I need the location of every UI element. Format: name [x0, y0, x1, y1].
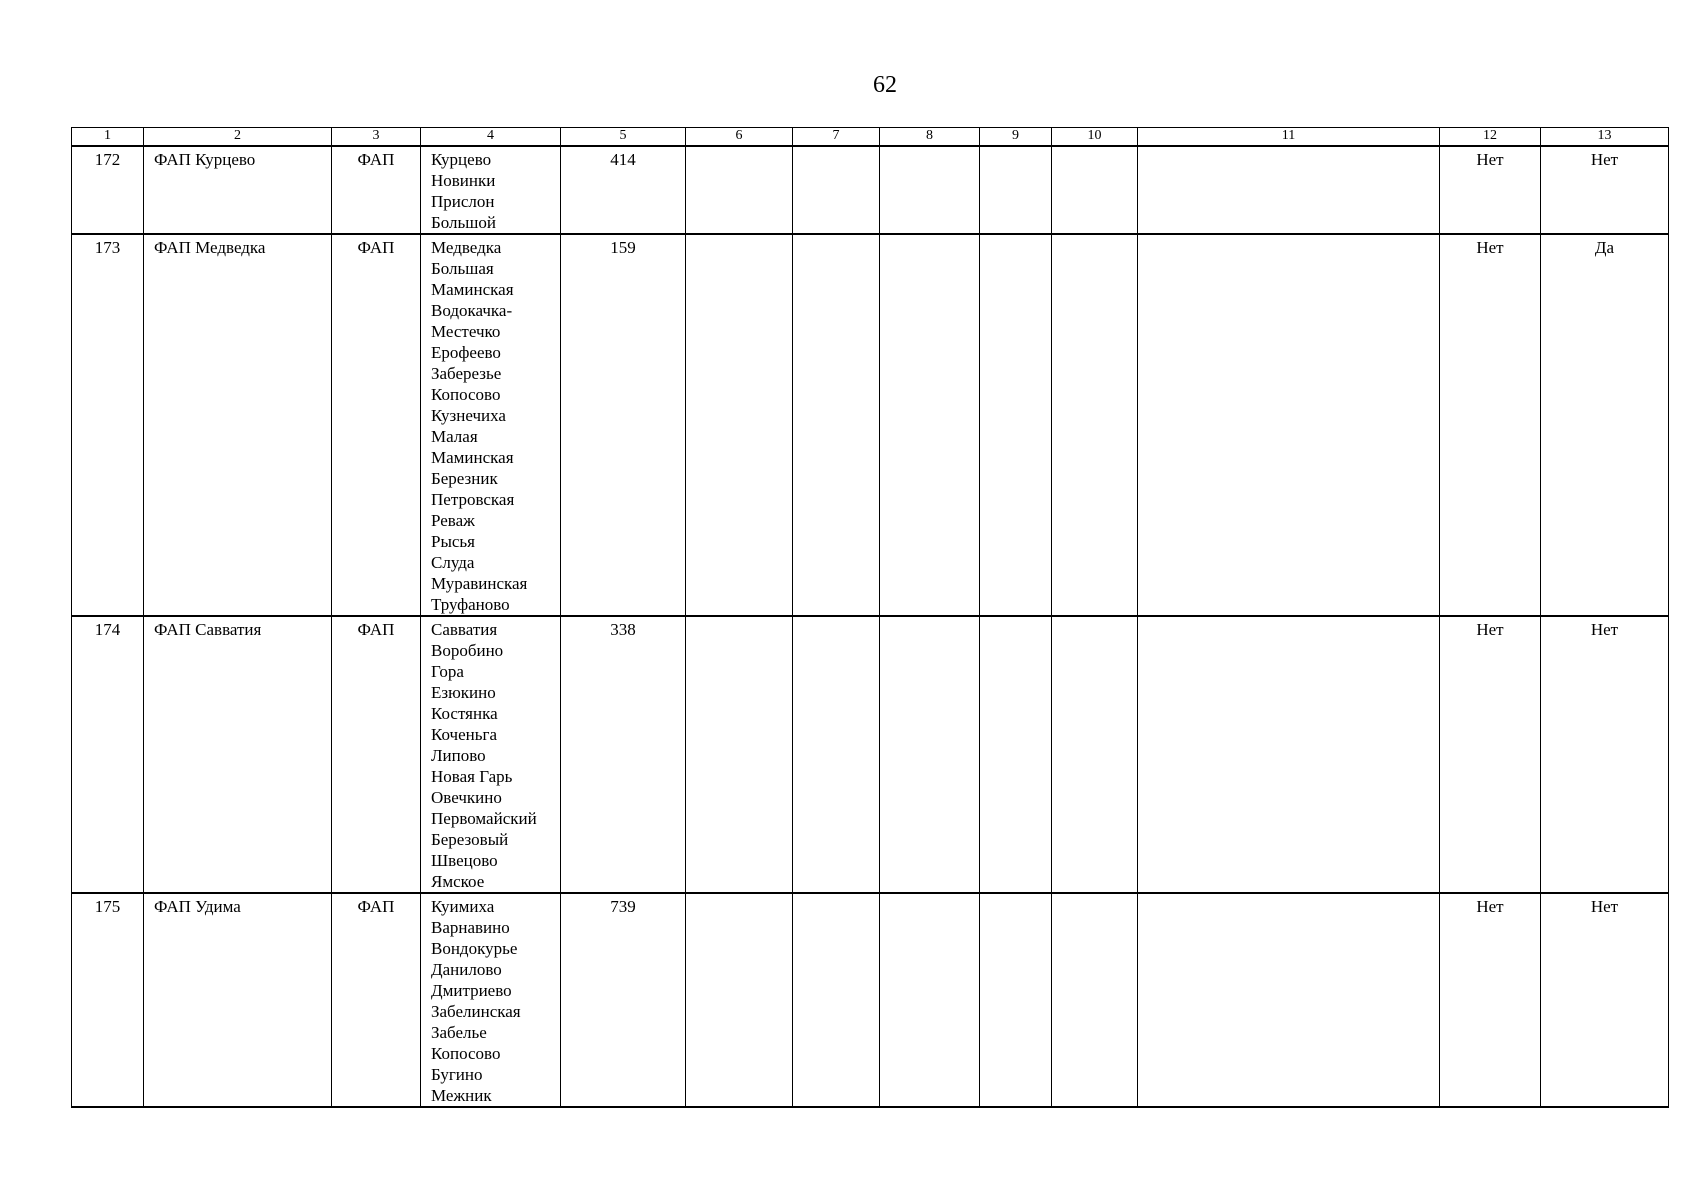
empty-cell-col8 — [880, 146, 980, 234]
column-header: 9 — [980, 128, 1052, 147]
col12-cell: Нет — [1440, 234, 1541, 616]
col12-cell: Нет — [1440, 616, 1541, 893]
settlement-name: Малая — [431, 427, 478, 446]
column-header: 8 — [880, 128, 980, 147]
empty-cell-col10 — [1052, 234, 1138, 616]
settlement-name: Межник — [431, 1086, 492, 1105]
empty-cell-col11 — [1138, 146, 1440, 234]
settlement-name: Кузнечиха — [431, 406, 506, 425]
settlement-name: Воробино — [431, 641, 504, 660]
facility-name-cell: ФАП Савватия — [144, 616, 332, 893]
empty-cell-col7 — [793, 234, 880, 616]
column-header: 12 — [1440, 128, 1541, 147]
settlement-name: Коченьга — [431, 725, 498, 744]
table-row — [72, 616, 1669, 893]
facility-name-cell: ФАП Медведка — [144, 234, 332, 616]
empty-cell-col10 — [1052, 146, 1138, 234]
col13-cell: Да — [1541, 234, 1669, 616]
column-header: 4 — [421, 128, 561, 147]
settlements-cell — [421, 146, 561, 234]
column-header: 3 — [332, 128, 421, 147]
table-row — [72, 146, 1669, 234]
col13-cell: Нет — [1541, 893, 1669, 1107]
column-header: 6 — [686, 128, 793, 147]
empty-cell-col9 — [980, 234, 1052, 616]
empty-cell-col7 — [793, 146, 880, 234]
settlement-name: Данилово — [431, 960, 502, 979]
settlement-name: Новая Гарь — [431, 767, 513, 786]
table-row — [72, 234, 1669, 616]
settlement-name: Забелинская — [431, 1002, 521, 1021]
empty-cell-col9 — [980, 616, 1052, 893]
empty-cell-col10 — [1052, 893, 1138, 1107]
settlement-name: Костянка — [431, 704, 498, 723]
settlement-name: Реваж — [431, 511, 475, 530]
col13-cell: Нет — [1541, 616, 1669, 893]
settlement-name: Вондокурье — [431, 939, 518, 958]
settlement-name: Заберезье — [431, 364, 502, 383]
empty-cell-col11 — [1138, 893, 1440, 1107]
settlement-name: Копосово — [431, 1044, 501, 1063]
settlement-name: Маминская — [431, 448, 514, 467]
empty-cell-col6 — [686, 234, 793, 616]
settlement-name: Копосово — [431, 385, 501, 404]
settlement-name: Рысья — [431, 532, 475, 551]
column-header: 10 — [1052, 128, 1138, 147]
col12-cell: Нет — [1440, 893, 1541, 1107]
empty-cell-col9 — [980, 146, 1052, 234]
settlement-name: Большой — [431, 213, 496, 232]
empty-cell-col10 — [1052, 616, 1138, 893]
population-cell: 414 — [561, 146, 686, 234]
column-number-row — [72, 128, 1669, 147]
empty-cell-col6 — [686, 893, 793, 1107]
settlement-name: Овечкино — [431, 788, 502, 807]
facility-table — [71, 127, 1669, 1108]
facility-type-cell: ФАП — [332, 616, 421, 893]
settlement-name: Медведка — [431, 238, 502, 257]
row-number-cell: 172 — [72, 146, 144, 234]
facility-name-cell: ФАП Удима — [144, 893, 332, 1107]
settlement-name: Березовый — [431, 830, 509, 849]
empty-cell-col6 — [686, 146, 793, 234]
settlement-name: Местечко — [431, 322, 501, 341]
row-number-cell: 175 — [72, 893, 144, 1107]
settlement-name: Забелье — [431, 1023, 487, 1042]
empty-cell-col7 — [793, 616, 880, 893]
empty-cell-col8 — [880, 893, 980, 1107]
settlement-name: Ерофеево — [431, 343, 501, 362]
settlement-name: Березник — [431, 469, 498, 488]
settlement-name: Курцево — [431, 150, 492, 169]
column-header: 13 — [1541, 128, 1669, 147]
settlement-name: Маминская — [431, 280, 514, 299]
settlement-name: Езюкино — [431, 683, 496, 702]
settlement-name: Слуда — [431, 553, 475, 572]
empty-cell-col9 — [980, 893, 1052, 1107]
page-number: 62 — [873, 72, 897, 98]
col12-cell: Нет — [1440, 146, 1541, 234]
settlement-name: Бугино — [431, 1065, 483, 1084]
settlements-cell — [421, 234, 561, 616]
population-cell: 338 — [561, 616, 686, 893]
settlement-name: Дмитриево — [431, 981, 512, 1000]
population-cell: 159 — [561, 234, 686, 616]
settlement-name: Липово — [431, 746, 486, 765]
empty-cell-col11 — [1138, 616, 1440, 893]
facility-name-cell: ФАП Курцево — [144, 146, 332, 234]
empty-cell-col8 — [880, 616, 980, 893]
column-header: 2 — [144, 128, 332, 147]
column-header: 11 — [1138, 128, 1440, 147]
settlement-name: Савватия — [431, 620, 498, 639]
empty-cell-col8 — [880, 234, 980, 616]
column-header: 5 — [561, 128, 686, 147]
row-number-cell: 173 — [72, 234, 144, 616]
table-row — [72, 893, 1669, 1107]
population-cell: 739 — [561, 893, 686, 1107]
settlement-name: Швецово — [431, 851, 498, 870]
settlement-name: Новинки — [431, 171, 496, 190]
settlement-name: Ямское — [431, 872, 485, 891]
row-number-cell: 174 — [72, 616, 144, 893]
settlement-name: Первомайский — [431, 809, 537, 828]
facility-type-cell: ФАП — [332, 234, 421, 616]
settlement-name: Муравинская — [431, 574, 528, 593]
column-header: 7 — [793, 128, 880, 147]
settlement-name: Куимиха — [431, 897, 495, 916]
facility-type-cell: ФАП — [332, 893, 421, 1107]
settlements-cell — [421, 893, 561, 1107]
settlement-name: Варнавино — [431, 918, 510, 937]
settlement-name: Большая — [431, 259, 494, 278]
empty-cell-col11 — [1138, 234, 1440, 616]
settlement-name: Водокачка- — [431, 301, 513, 320]
column-header: 1 — [72, 128, 144, 147]
settlement-name: Труфаново — [431, 595, 510, 614]
empty-cell-col6 — [686, 616, 793, 893]
settlement-name: Петровская — [431, 490, 515, 509]
facility-type-cell: ФАП — [332, 146, 421, 234]
settlement-name: Прислон — [431, 192, 495, 211]
settlement-name: Гора — [431, 662, 464, 681]
empty-cell-col7 — [793, 893, 880, 1107]
col13-cell: Нет — [1541, 146, 1669, 234]
settlements-cell — [421, 616, 561, 893]
